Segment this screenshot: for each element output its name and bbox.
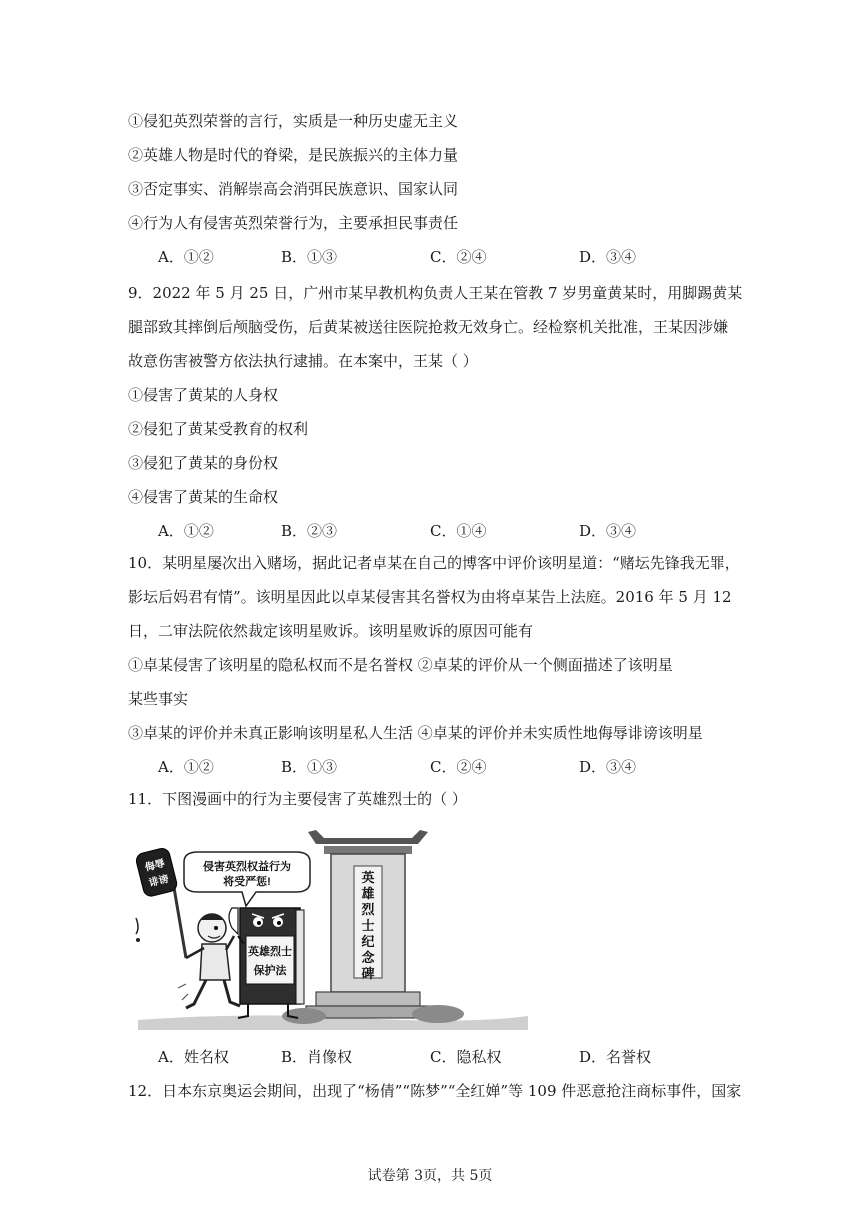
monument-char-7: 碑 (361, 966, 375, 981)
q10-option-c: C．②④ (430, 758, 487, 776)
monument (306, 830, 430, 1018)
q10-option-a: A．①② (158, 758, 214, 776)
q9-stem-line-2: 腿部致其摔倒后颅脑受伤，后黄某被送往医院抢救无效身亡。经检察机关批准，王某因涉嫌 (128, 318, 729, 336)
q8-item-2: ②英雄人物是时代的脊梁，是民族振兴的主体力量 (128, 146, 459, 164)
q9-option-d: D．③④ (579, 522, 637, 540)
q11-option-d: D．名誉权 (579, 1048, 652, 1066)
q9-item-2: ②侵犯了黄某受教育的权利 (128, 420, 309, 438)
q10-item-line-1: ①卓某侵害了该明星的隐私权而不是名誉权 ②卓某的评价从一个侧面描述了该明星 (128, 656, 673, 674)
q10-item-line-2: 某些事实 (128, 690, 189, 708)
q10-option-d: D．③④ (579, 758, 637, 776)
monument-char-3: 烈 (361, 902, 375, 917)
q8-option-d: D．③④ (579, 248, 637, 266)
q10-stem-line-2: 影坛后妈君有情”。该明星因此以卓某侵害其名誉权为由将卓某告上法庭。2016 年 5 月 12 (128, 588, 732, 606)
q8-option-a: A．①② (158, 248, 214, 266)
speech-line-1: 侵害英烈权益行为 (203, 861, 291, 873)
q8-option-c: C．②④ (430, 248, 487, 266)
q11-option-a: A．姓名权 (158, 1048, 229, 1066)
sign-text-1: 侮辱 (143, 858, 167, 874)
q10-stem-line-1: 10．某明星屡次出入赌场，据此记者卓某在自己的博客中评价该明星道：“赌坛先锋我无罪， (128, 554, 740, 572)
monument-char-4: 士 (361, 918, 375, 933)
q11-option-c: C．隐私权 (430, 1048, 502, 1066)
cartoon-illustration (128, 824, 538, 1030)
q9-stem-line-3: 故意伤害被警方依法执行逮捕。在本案中，王某（ ） (128, 352, 478, 370)
book-title-line-1: 英雄烈士 (248, 946, 292, 958)
q8-item-4: ④行为人有侵害英烈荣誉行为，主要承担民事责任 (128, 214, 459, 232)
book-title-line-2: 保护法 (253, 965, 287, 977)
q8-item-1: ①侵犯英烈荣誉的言行，实质是一种历史虚无主义 (128, 112, 459, 130)
q10-stem-line-3: 日，二审法院依然裁定该明星败诉。该明星败诉的原因可能有 (128, 622, 534, 640)
q9-option-c: C．①④ (430, 522, 487, 540)
q9-stem-line-1: 9．2022 年 5 月 25 日，广州市某早教机构负责人王某在管教 7 岁男童黄某时，用脚踢黄某 (128, 284, 743, 302)
monument-char-2: 雄 (361, 886, 375, 901)
law-book-character (229, 908, 304, 1018)
speech-line-2: 将受严惩! (223, 876, 271, 888)
monument-char-6: 念 (361, 950, 375, 965)
page-footer: 试卷第 3页，共 5页 (367, 1168, 493, 1184)
q9-option-a: A．①② (158, 522, 214, 540)
q12-stem-line-1: 12．日本东京奥运会期间，出现了“杨倩”“陈梦”“全红婵”等 109 件恶意抢注商标事件，国家 (128, 1082, 742, 1100)
q9-item-3: ③侵犯了黄某的身份权 (128, 454, 279, 472)
q10-option-b: B．①③ (281, 758, 338, 776)
q11-stem: 11．下图漫画中的行为主要侵害了英雄烈士的（ ） (128, 790, 467, 808)
monument-char-1: 英 (361, 870, 375, 885)
q8-item-3: ③否定事实、消解崇高会消弭民族意识、国家认同 (128, 180, 459, 198)
speech-bubble (184, 852, 310, 906)
sign-text-2: 诽谤 (147, 873, 170, 890)
q11-option-b: B．肖像权 (281, 1048, 353, 1066)
q10-item-line-3: ③卓某的评价并未真正影响该明星私人生活 ④卓某的评价并未实质性地侮辱诽谤该明星 (128, 724, 703, 742)
monument-char-5: 纪 (361, 934, 375, 949)
q8-option-b: B．①③ (281, 248, 338, 266)
q9-item-4: ④侵害了黄某的生命权 (128, 488, 279, 506)
q9-option-b: B．②③ (281, 522, 338, 540)
q9-item-1: ①侵害了黄某的人身权 (128, 386, 279, 404)
